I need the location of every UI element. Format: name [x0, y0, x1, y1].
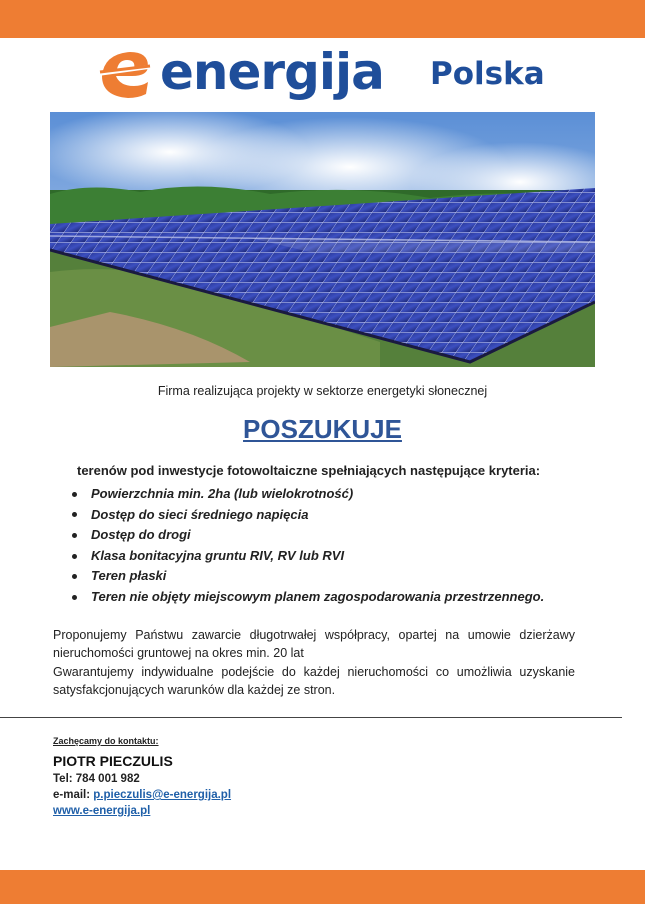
- list-item: Teren nie objęty miejscowym planem zagospodarowania przestrzennego.: [72, 587, 544, 608]
- bullet-icon: [72, 554, 77, 559]
- logo-wordmark: energija: [160, 43, 384, 101]
- solar-panels-field-photo: [50, 112, 595, 367]
- top-orange-band: [0, 0, 645, 38]
- contact-name: PIOTR PIECZULIS: [53, 753, 173, 769]
- page-headline: POSZUKUJE: [243, 414, 402, 444]
- bottom-orange-band: [0, 870, 645, 904]
- list-item: Powierzchnia min. 2ha (lub wielokrotność): [72, 484, 544, 505]
- section-divider: [0, 717, 622, 718]
- bullet-icon: [72, 512, 77, 517]
- logo-country: Polska: [430, 56, 545, 92]
- list-item: Dostęp do sieci średniego napięcia: [72, 505, 544, 526]
- bullet-icon: [72, 574, 77, 579]
- email-label: e-mail:: [53, 789, 91, 801]
- email-link[interactable]: p.pieczulis@e-energija.pl: [93, 789, 232, 801]
- contact-email-line: [53, 789, 231, 801]
- criteria-list: [72, 484, 544, 608]
- website-line: [53, 805, 231, 817]
- list-item: Klasa bonitacyjna gruntu RIV, RV lub RVI: [72, 546, 544, 567]
- list-item: Dostęp do drogi: [72, 525, 544, 546]
- bullet-icon: [72, 595, 77, 600]
- bullet-icon: [72, 492, 77, 497]
- bullet-icon: [72, 533, 77, 538]
- guarantee-paragraph: Gwarantujemy indywidualne podejście do każdej nieruchomości co umożliwia uzyskanie satysfakcjonujących warunków dla każdej ze stron.: [53, 665, 575, 697]
- contact-phone: Tel: 784 001 982: [53, 773, 140, 785]
- website-link[interactable]: www.e-energija.pl: [53, 805, 151, 817]
- offer-paragraph: Proponujemy Państwu zawarcie długotrwałej współpracy, opartej na umowie dzierżawy nieruchomości gruntowej na okres min. 20 lat: [53, 628, 575, 660]
- list-item: Teren płaski: [72, 566, 544, 587]
- e-letter-logo-icon: [96, 42, 158, 104]
- company-tagline: Firma realizująca projekty w sektorze energetyki słonecznej: [157, 384, 488, 398]
- company-logo: [0, 40, 645, 108]
- contact-block: [53, 736, 231, 817]
- contact-label: Zachęcamy do kontaktu:: [53, 736, 159, 746]
- criteria-intro: terenów pod inwestycje fotowoltaiczne spełniających następujące kryteria:: [77, 463, 541, 478]
